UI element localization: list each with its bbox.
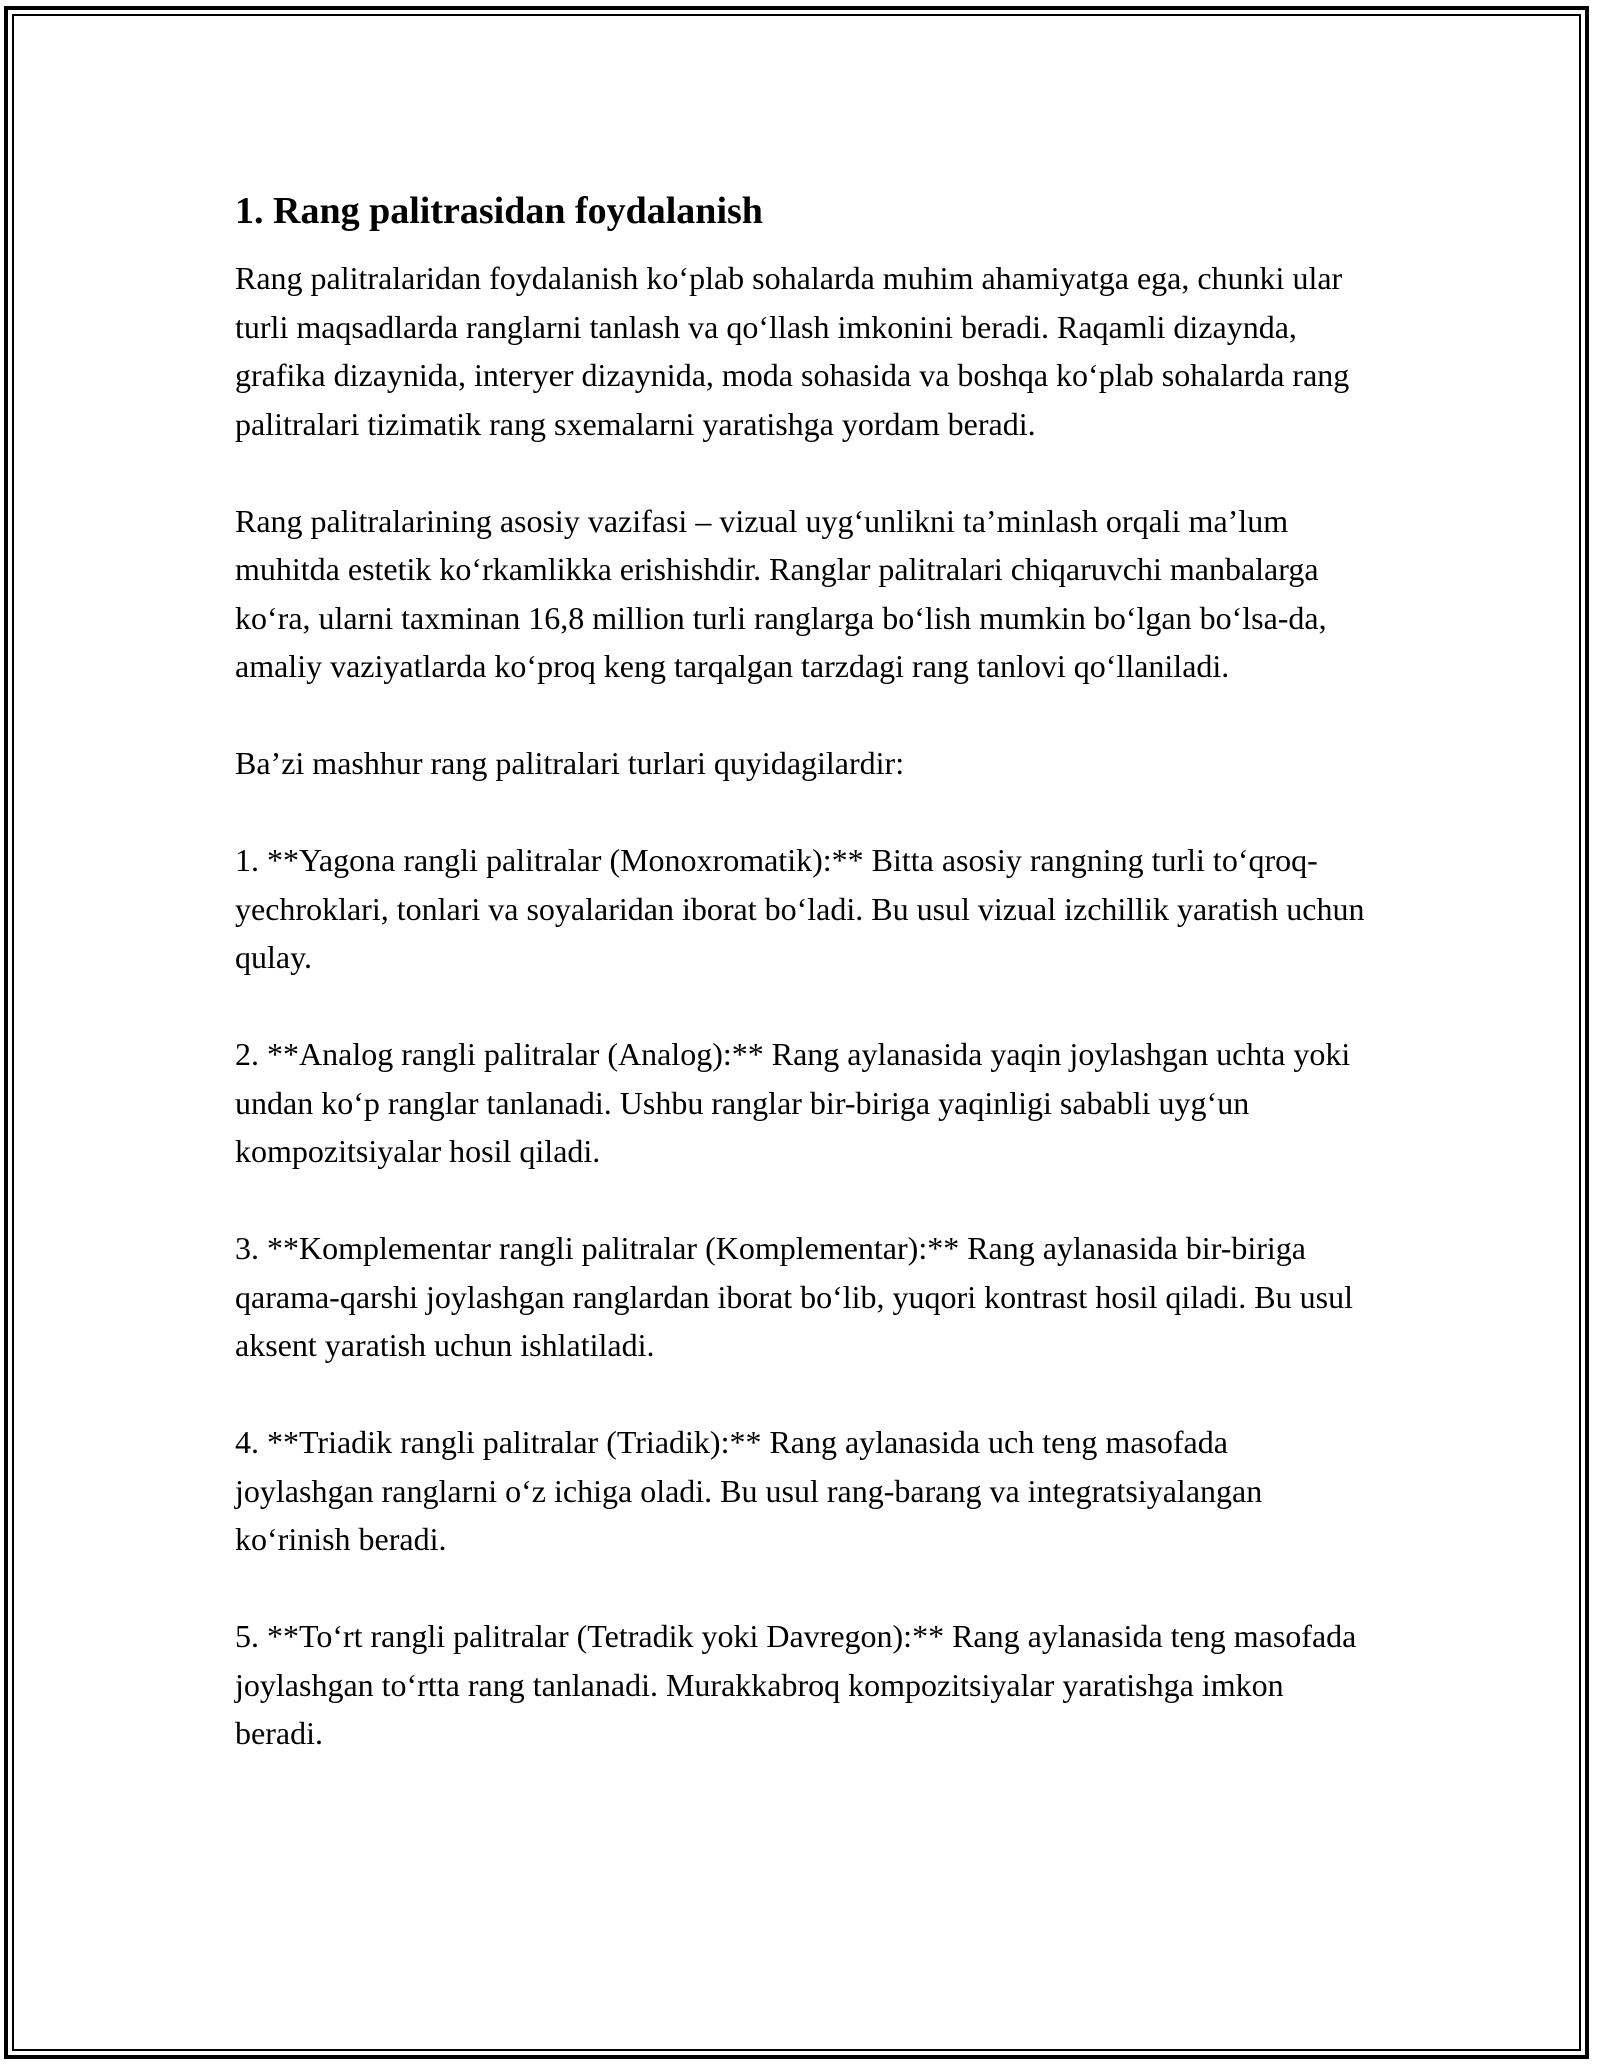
intro-paragraph: Rang palitralaridan foydalanish ko‘plab sohalarda muhim ahamiyatga ega, chunki ular turli maqsadlarda ranglarni tanlash va qo‘llash imkonini beradi. Raqamli dizaynda, grafika dizaynida, interyer dizaynida, moda sohasida va boshqa ko‘plab sohalarda rang palitralari tizimatik rang sxemalarni yaratishga yordam beradi. (235, 260, 1350, 442)
purpose-paragraph: Rang palitralarining asosiy vazifasi – vizual uyg‘unlikni ta’minlash orqali ma’lum muhitda estetik ko‘rkamlikka erishishdir. Ranglar palitralari chiqaruvchi manbalarga ko‘ra, ularni taxminan 16,8 million turli ranglarga bo‘lish mumkin bo‘lgan bo‘lsa-da, amaliy vaziyatlarda ko‘proq keng tarqalgan tarzdagi rang tanlovi qo‘llaniladi. (235, 502, 1327, 684)
list-item-analog: 2. **Analog rangli palitralar (Analog):** Rang aylanasida yaqin joylashgan uchta yoki undan ko‘p ranglar tanlanadi. Ushbu ranglar bir-biriga yaqinligi sababli uyg‘un kompozitsiyalar hosil qiladi. (235, 1036, 1351, 1169)
document-body (235, 186, 1365, 1758)
list-item-complementary: 3. **Komplementar rangli palitralar (Komplementar):** Rang aylanasida bir-biriga qarama-qarshi joylashgan ranglardan iborat bo‘lib, yuqori kontrast hosil qiladi. Bu usul aksent yaratish uchun ishlatiladi. (235, 1230, 1353, 1363)
list-item-tetradic: 5. **To‘rt rangli palitralar (Tetradik yoki Davregon):** Rang aylanasida teng masofada joylashgan to‘rtta rang tanlanadi. Murakkabroq kompozitsiyalar yaratishga imkon beradi. (235, 1618, 1357, 1751)
list-item-triadic: 4. **Triadik rangli palitralar (Triadik):** Rang aylanasida uch teng masofada joylashgan ranglarni o‘z ichiga oladi. Bu usul rang-barang va integratsiyalangan ko‘rinish beradi. (235, 1424, 1263, 1557)
list-item-monochromatic: 1. **Yagona rangli palitralar (Monoxromatik):** Bitta asosiy rangning turli to‘qroq-yechroklari, tonlari va soyalaridan iborat bo‘ladi. Bu usul vizual izchillik yaratish uchun qulay. (235, 842, 1365, 975)
list-intro-paragraph: Ba’zi mashhur rang palitralari turlari quyidagilardir: (235, 745, 905, 781)
section-heading: 1. Rang palitrasidan foydalanish (235, 190, 763, 232)
